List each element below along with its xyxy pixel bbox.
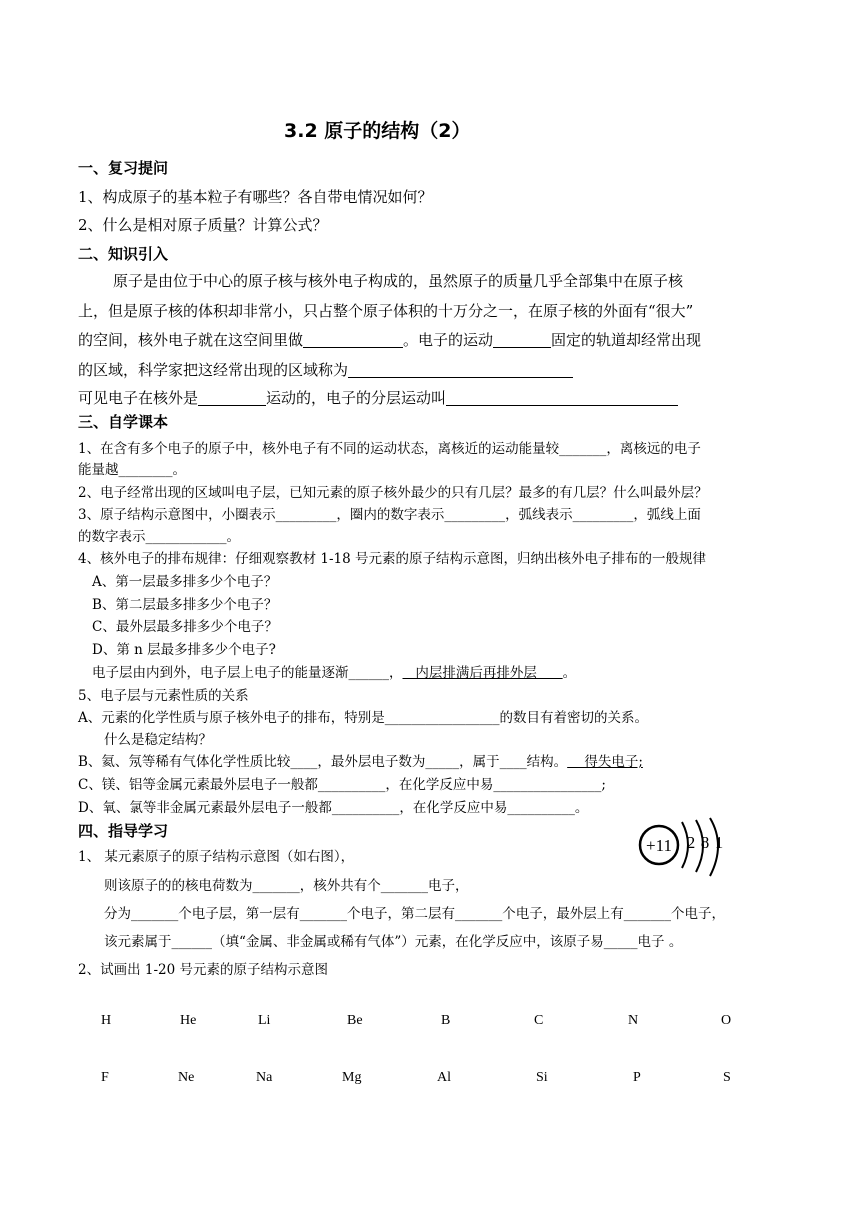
element-symbol: C (534, 1013, 544, 1028)
atom-structure-diagram (634, 816, 734, 882)
property-line-b (78, 750, 643, 770)
property-line-c (78, 773, 606, 793)
intro-line-3-part-b: 。电子的运动 (403, 331, 494, 349)
shell-count-3: 1 (714, 833, 724, 852)
fill-blank[interactable] (446, 390, 678, 406)
fill-blank[interactable] (348, 362, 573, 378)
rule-question-d: D、第 n 层最多排多少个电子? (92, 642, 276, 658)
property-line-c-blank: ________________; (493, 777, 606, 793)
element-symbol: O (721, 1013, 732, 1028)
intro-line-1: 原子是由位于中心的原子核与核外电子构成的，虽然原子的质量几乎全部集中在原子核 (113, 272, 684, 290)
property-line-b-text: B、氦、氖等稀有气体化学性质比较____，最外层电子数为_____，属于____结构。 (78, 754, 568, 770)
intro-line-5-part-a: 可见电子在核外是 (78, 389, 199, 407)
property-line-a: A、元素的化学性质与原子核外电子的排布，特别是_________________的数目有着密切的关系。 (78, 710, 648, 726)
element-symbol: S (723, 1070, 731, 1085)
intro-line-4-text: 的区域，科学家把这经常出现的区域称为 (78, 361, 349, 379)
page-title: 3.2 原子的结构（2） (284, 120, 471, 142)
rule-summary-end: 。 (562, 665, 577, 681)
guided-question-1a: 则该原子的的核电荷数为_______，核外共有个_______电子， (104, 878, 469, 894)
self-study-line-1a: 1、在含有多个电子的原子中，核外电子有不同的运动状态，离核近的运动能量较_______，离核远的电子 (78, 441, 701, 457)
property-line-a2: 什么是稳定结构？ (104, 732, 212, 748)
intro-line-4 (78, 359, 573, 380)
element-symbol: B (441, 1013, 451, 1028)
shell-count-1: 2 (686, 833, 696, 852)
section-4-heading: 四、指导学习 (78, 822, 169, 840)
property-line-c-text: C、镁、铝等金属元素最外层电子一般都__________，在化学反应中易 (78, 777, 494, 793)
intro-line-5 (78, 387, 678, 408)
element-symbol: Si (536, 1070, 548, 1085)
fill-blank[interactable] (198, 390, 266, 406)
property-line-d-blank: __________。 (507, 800, 589, 816)
nucleus-charge: +11 (646, 836, 672, 855)
shell-count-2: 8 (700, 833, 710, 852)
section-3-heading: 三、自学课本 (78, 413, 169, 431)
rule-summary-text: 电子层由内到外，电子层上电子的能量逐渐______， (92, 665, 403, 681)
element-symbol: Al (437, 1070, 451, 1085)
guided-question-2: 2、试画出 1-20 号元素的原子结构示意图 (78, 962, 329, 978)
property-line-d (78, 796, 588, 816)
rule-question-a: A、第一层最多排多少个电子？ (92, 574, 278, 590)
element-symbol: He (180, 1013, 197, 1028)
property-line-b-underlined: 得失电子; (567, 754, 643, 770)
element-symbol: Be (347, 1013, 363, 1028)
intro-line-5-part-b: 运动的，电子的分层运动叫 (266, 389, 447, 407)
intro-line-2-text: 上，但是原子核的体积却非常小，只占整个原子体积的十万分之一，在原子核的外面有“很大” (78, 302, 694, 320)
intro-line-3-part-a: 的空间，核外电子就在这空间里做 (78, 331, 304, 349)
self-study-line-1b: 能量越________。 (78, 462, 186, 478)
self-study-line-3b: 的数字表示____________。 (78, 529, 240, 545)
element-symbol: Li (258, 1013, 271, 1028)
rule-summary-underlined: 内层排满后再排外层 (402, 665, 563, 681)
guided-question-1c: 该元素属于______（填“金属、非金属或稀有气体”）元素，在化学反应中，该原子易_____电子 。 (104, 934, 683, 950)
self-study-line-2: 2、电子经常出现的区域叫电子层，已知元素的原子核外最少的只有几层？最多的有几层？什么叫最外层？ (78, 485, 708, 501)
section-1-heading: 一、复习提问 (78, 159, 169, 177)
element-symbol: N (628, 1013, 639, 1028)
element-symbol: Ne (178, 1070, 195, 1085)
element-symbol: Na (256, 1070, 273, 1085)
rule-question-c: C、最外层最多排多少个电子？ (92, 619, 278, 635)
fill-blank[interactable] (303, 332, 403, 348)
section-2-heading: 二、知识引入 (78, 245, 169, 263)
intro-line-2 (78, 300, 693, 321)
rule-summary (92, 661, 576, 681)
intro-line-3-part-c: 固定的轨道却经常出现 (551, 331, 702, 349)
self-study-line-4: 4、核外电子的排布规律：仔细观察教材 1-18 号元素的原子结构示意图，归纳出核外电子排布的一般规律 (78, 551, 706, 567)
guided-question-1: 1、 某元素原子的原子结构示意图（如右图）， (78, 849, 355, 865)
review-question-2: 2、什么是相对原子质量？计算公式？ (78, 216, 328, 234)
guided-question-1b: 分为_______个电子层，第一层有_______个电子，第二层有_______个电子，最外层上有_______个电子， (104, 906, 725, 922)
self-study-line-5: 5、电子层与元素性质的关系 (78, 688, 249, 704)
property-line-d-text: D、氧、氯等非金属元素最外层电子一般都__________，在化学反应中易 (78, 800, 508, 816)
fill-blank[interactable] (493, 332, 551, 348)
element-symbol: H (101, 1013, 112, 1028)
element-symbol: F (101, 1070, 109, 1085)
element-symbol: P (633, 1070, 641, 1085)
rule-question-b: B、第二层最多排多少个电子？ (92, 597, 278, 613)
intro-line-3 (78, 329, 701, 350)
review-question-1: 1、构成原子的基本粒子有哪些？各自带电情况如何？ (78, 188, 433, 206)
element-symbol: Mg (342, 1070, 362, 1085)
self-study-line-3a: 3、原子结构示意图中，小圈表示_________，圈内的数字表示_________，弧线表示_________，弧线上面 (78, 507, 701, 523)
